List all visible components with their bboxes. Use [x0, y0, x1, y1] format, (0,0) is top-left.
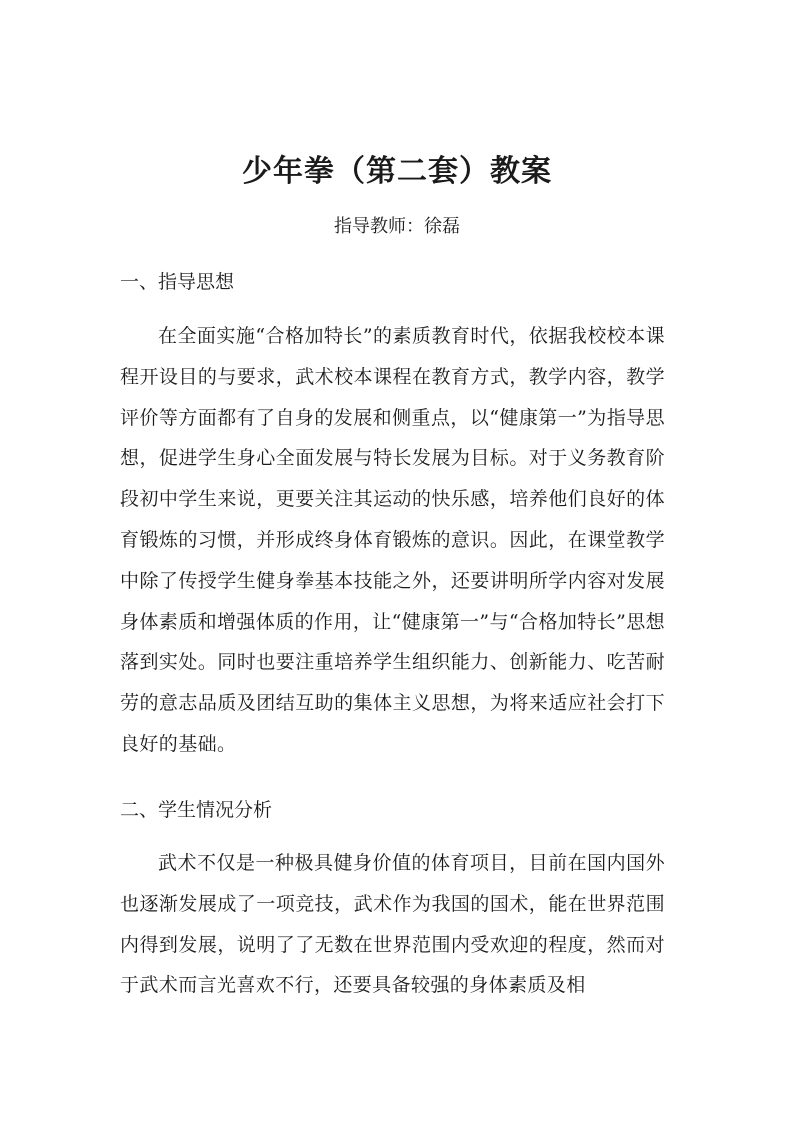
section-heading-student-analysis: 二、学生情况分析	[120, 799, 273, 821]
section-heading-guiding-ideology: 一、指导思想	[120, 271, 235, 293]
document-title: 少年拳（第二套）教案	[242, 154, 552, 189]
section-paragraph-student-analysis: 武术不仅是一种极具健身价值的体育项目，目前在国内国外也逐渐发展成了一项竞技，武术作为我国的国术，能在世界范围内得到发展，说明了了无数在世界范围内受欢迎的程度，然而对于武术而言光喜欢不行，还要具备较强的身体素质及相	[120, 852, 665, 997]
section-paragraph-guiding-ideology: 在全面实施“合格加特长”的素质教育时代，依据我校校本课程开设目的与要求，武术校本课程在教育方式，教学内容，教学评价等方面都有了自身的发展和侧重点，以“健康第一”为指导思想，促进学生身心全面发展与特长发展为目标。对于义务教育阶段初中学生来说，更要关注其运动的快乐感，培养他们良好的体育锻炼的习惯，并形成终身体育锻炼的意识。因此，在课堂教学中除了传授学生健身拳基本技能之外，还要讲明所学内容对发展身体素质和增强体质的作用，让“健康第一”与“合格加特长”思想落到实处。同时也要注重培养学生组织能力、创新能力、吃苦耐劳的意志品质及团结互助的集体主义思想，为将来适应社会打下良好的基础。	[120, 325, 665, 755]
author-line: 指导教师：徐磊	[334, 216, 460, 237]
